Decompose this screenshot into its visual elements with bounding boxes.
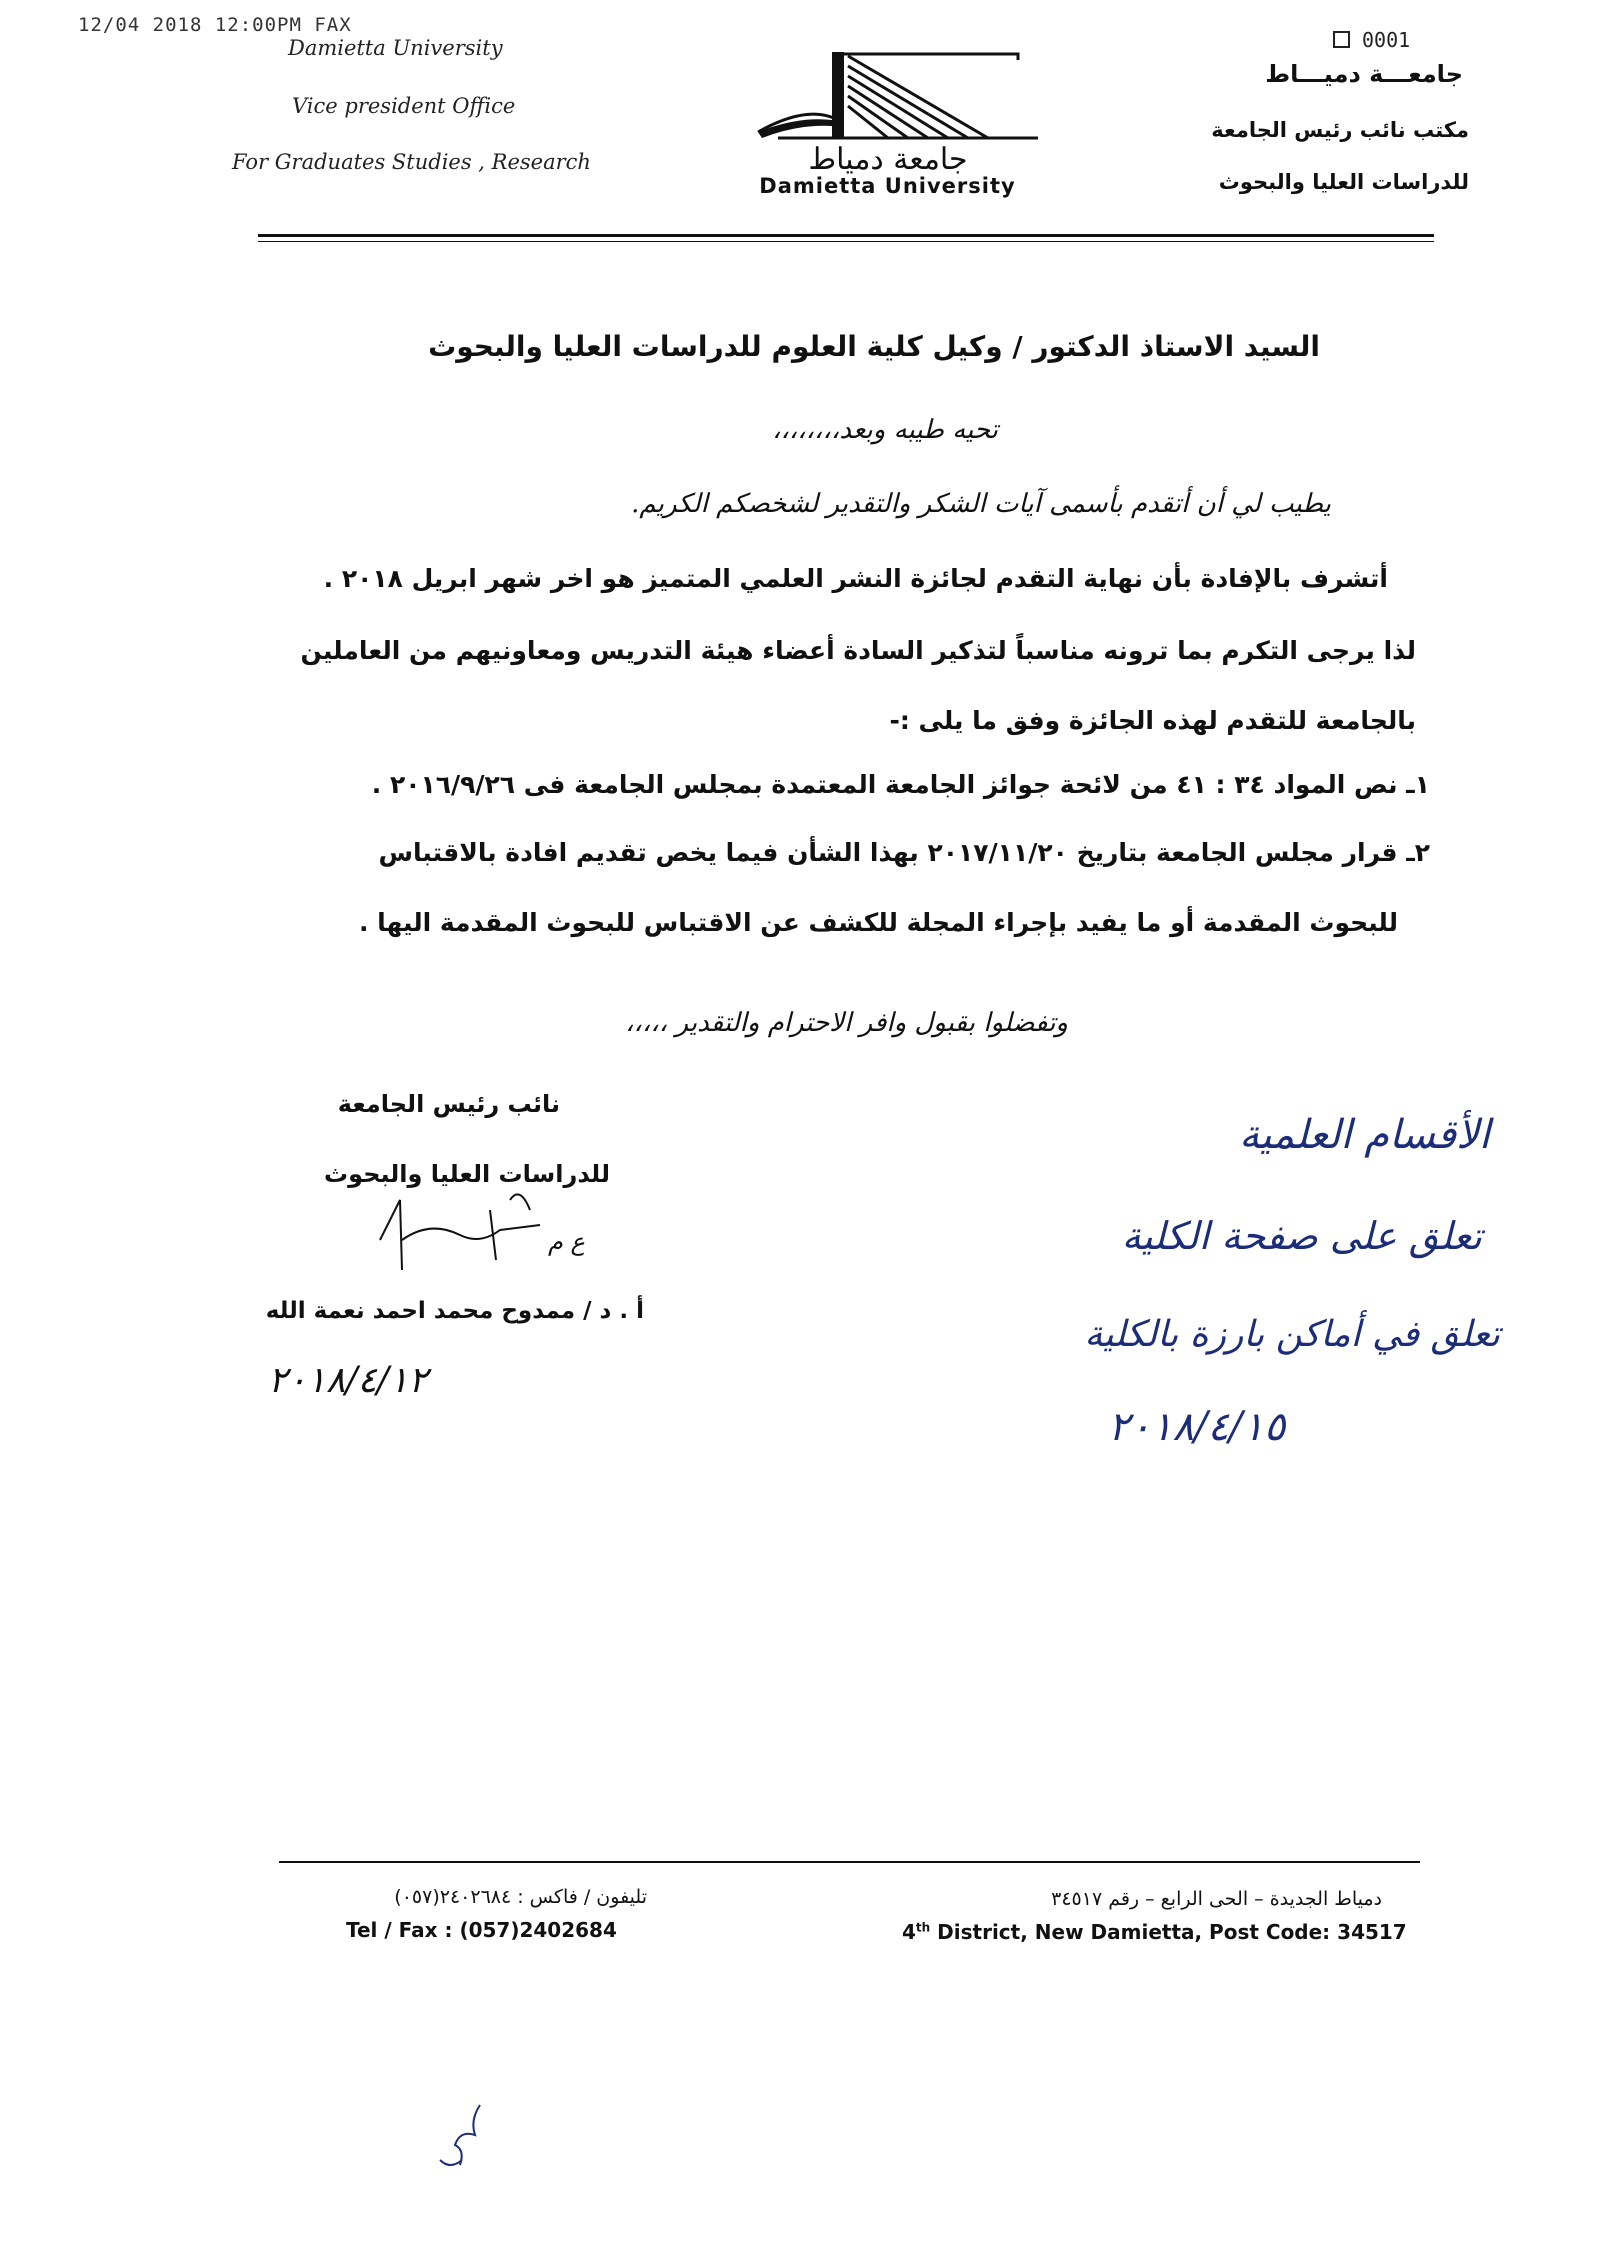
footer-address-superscript: th [915, 1920, 931, 1935]
letter-opening: يطيب لي أن أتقدم بأسمى آيات الشكر والتقدير لشخصكم الكريم. [631, 489, 1331, 519]
ink-mark [430, 2100, 500, 2180]
header-divider [258, 234, 1434, 237]
letter-closing: وتفضلوا بقبول وافر الاحترام والتقدير ،،،،، [625, 1008, 1068, 1038]
footer-phone-english: Tel / Fax : (057)2402684 [346, 1918, 617, 1942]
letter-paragraph-2-line-2: بالجامعة للتقدم لهذه الجائزة وفق ما يلى :- [889, 706, 1416, 735]
signature-initials: ع م [548, 1228, 585, 1256]
page-number-value: 0001 [1362, 28, 1411, 52]
university-logo [718, 46, 1058, 177]
note-line-1: الأقسام العلمية [1239, 1112, 1490, 1158]
letter-paragraph-2-line-1: لذا يرجى التكرم بما ترونه مناسباً لتذكير السادة أعضاء هيئة التدريس ومعاونيهم من العاملين [300, 636, 1416, 665]
letter-item-2-line-2: للبحوث المقدمة أو ما يفيد بإجراء المجلة للكشف عن الاقتباس للبحوث المقدمة اليها . [358, 908, 1398, 937]
checkbox-icon [1333, 31, 1350, 48]
footer-address-rest: District, New Damietta, Post Code: 34517 [930, 1920, 1407, 1944]
header-ar-department: للدراسات العليا والبحوث [1218, 170, 1469, 194]
letter-item-2-line-1: ٢ـ قرار مجلس الجامعة بتاريخ ٢٠١٧/١١/٢٠ بهذا الشأن فيما يخص تقديم افادة بالاقتباس [378, 838, 1430, 867]
letter-greeting: تحيه طيبه وبعد،،،،،،،، [772, 415, 998, 445]
footer-address-english [902, 1920, 1407, 1944]
note-line-2: تعلق على صفحة الكلية [1121, 1214, 1482, 1258]
header-en-department: For Graduates Studies , Research [232, 150, 591, 174]
header-ar-university: جامعـــة دميـــاط [1265, 60, 1463, 88]
logo-english-text: Damietta University [759, 174, 1016, 198]
header-ar-office: مكتب نائب رئيس الجامعة [1211, 118, 1469, 142]
letter-paragraph-1: أتشرف بالإفادة بأن نهاية التقدم لجائزة النشر العلمي المتميز هو اخر شهر ابريل ٢٠١٨ . [323, 564, 1388, 593]
page-number [1333, 28, 1410, 52]
footer-phone-arabic: تليفون / فاكس : ٢٤٠٢٦٨٤(٠٥٧) [394, 1886, 647, 1908]
letter-addressee: السيد الاستاذ الدكتور / وكيل كلية العلوم للدراسات العليا والبحوث [428, 330, 1320, 363]
signature-name: أ . د / ممدوح محمد احمد نعمة الله [265, 1298, 644, 1324]
fax-header: 12/04 2018 12:00PM FAX [78, 14, 352, 36]
logo-arabic-text: جامعة دمياط [808, 142, 968, 177]
footer-address-arabic: دمياط الجديدة – الحى الرابع – رقم ٣٤٥١٧ [1051, 1888, 1382, 1910]
signature-date: ٢٠١٨/٤/١٢ [268, 1360, 428, 1401]
note-date: ٢٠١٨/٤/١٥ [1108, 1404, 1286, 1450]
letter-item-1: ١ـ نص المواد ٣٤ : ٤١ من لائحة جوائز الجامعة المعتمدة بمجلس الجامعة فى ٢٠١٦/٩/٢٦ . [371, 770, 1430, 799]
footer-address-number: 4 [902, 1920, 916, 1944]
footer-divider [279, 1861, 1420, 1863]
header-en-university: Damietta University [288, 36, 503, 60]
note-line-3: تعلق في أماكن بارزة بالكلية [1084, 1314, 1500, 1355]
header-divider-thin [258, 241, 1434, 242]
signature-title-line-2: للدراسات العليا والبحوث [324, 1160, 610, 1188]
signature-title-line-1: نائب رئيس الجامعة [337, 1090, 560, 1118]
handwritten-signature [370, 1180, 630, 1290]
header-en-office: Vice president Office [292, 94, 516, 118]
